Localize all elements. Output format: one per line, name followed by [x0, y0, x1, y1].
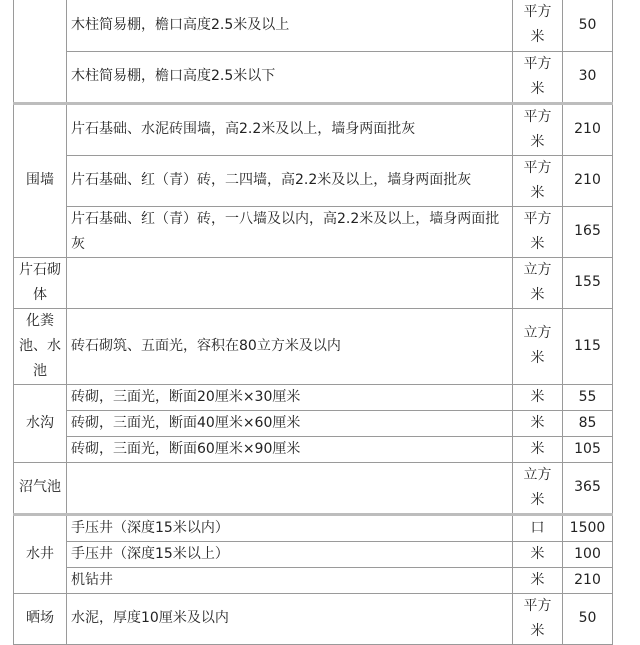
price-cell: 50	[563, 0, 613, 51]
description-cell: 机钻井	[67, 567, 513, 593]
table-row	[14, 593, 613, 644]
table-row	[14, 384, 613, 410]
description-cell: 砖砌，三面光，断面60厘米×90厘米	[67, 436, 513, 462]
price-table	[13, 0, 613, 645]
description-cell: 手压井（深度15米以上）	[67, 541, 513, 567]
price-cell: 100	[563, 541, 613, 567]
table-row	[14, 541, 613, 567]
unit-cell: 立方米	[513, 462, 563, 514]
description-cell: 砖砌，三面光，断面40厘米×60厘米	[67, 410, 513, 436]
price-cell: 30	[563, 51, 613, 103]
category-cell: 化粪池、水池	[14, 308, 67, 384]
table-row	[14, 308, 613, 384]
table-row	[14, 514, 613, 541]
category-cell: 沼气池	[14, 462, 67, 514]
table-row	[14, 462, 613, 514]
description-cell: 手压井（深度15米以内）	[67, 514, 513, 541]
unit-cell: 平方米	[513, 0, 563, 51]
price-cell: 210	[563, 103, 613, 155]
unit-cell: 米	[513, 541, 563, 567]
table-row	[14, 0, 613, 51]
price-cell: 165	[563, 206, 613, 257]
description-cell: 水泥，厚度10厘米及以内	[67, 593, 513, 644]
description-cell: 片石基础、红（青）砖，一八墙及以内，高2.2米及以上，墙身两面批灰	[67, 206, 513, 257]
unit-cell: 立方米	[513, 257, 563, 308]
unit-cell: 米	[513, 436, 563, 462]
category-cell: 水井	[14, 514, 67, 593]
description-cell: 木柱简易棚，檐口高度2.5米以下	[67, 51, 513, 103]
category-cell: 晒场	[14, 593, 67, 644]
price-cell: 115	[563, 308, 613, 384]
unit-cell: 口	[513, 514, 563, 541]
price-cell: 210	[563, 155, 613, 206]
table-row	[14, 257, 613, 308]
price-cell: 155	[563, 257, 613, 308]
table-row	[14, 155, 613, 206]
table-row	[14, 103, 613, 155]
description-cell: 片石基础、红（青）砖，二四墙，高2.2米及以上，墙身两面批灰	[67, 155, 513, 206]
description-cell	[67, 257, 513, 308]
table-row	[14, 436, 613, 462]
description-cell	[67, 462, 513, 514]
table-row	[14, 410, 613, 436]
description-cell: 木柱简易棚，檐口高度2.5米及以上	[67, 0, 513, 51]
description-cell: 砖石砌筑、五面光，容积在80立方米及以内	[67, 308, 513, 384]
unit-cell: 平方米	[513, 51, 563, 103]
category-cell: 围墙	[14, 103, 67, 257]
unit-cell: 米	[513, 384, 563, 410]
price-cell: 55	[563, 384, 613, 410]
description-cell: 片石基础、水泥砖围墙，高2.2米及以上，墙身两面批灰	[67, 103, 513, 155]
unit-cell: 立方米	[513, 308, 563, 384]
description-cell: 砖砌，三面光，断面20厘米×30厘米	[67, 384, 513, 410]
unit-cell: 平方米	[513, 155, 563, 206]
price-cell: 210	[563, 567, 613, 593]
table-row	[14, 206, 613, 257]
price-cell: 85	[563, 410, 613, 436]
table-row	[14, 567, 613, 593]
category-cell: 片石砌体	[14, 257, 67, 308]
unit-cell: 平方米	[513, 206, 563, 257]
unit-cell: 平方米	[513, 593, 563, 644]
unit-cell: 平方米	[513, 103, 563, 155]
table-row	[14, 51, 613, 103]
price-cell: 1500	[563, 514, 613, 541]
unit-cell: 米	[513, 410, 563, 436]
unit-cell: 米	[513, 567, 563, 593]
price-cell: 365	[563, 462, 613, 514]
category-cell: 水沟	[14, 384, 67, 462]
price-cell: 105	[563, 436, 613, 462]
category-cell	[14, 0, 67, 103]
price-cell: 50	[563, 593, 613, 644]
